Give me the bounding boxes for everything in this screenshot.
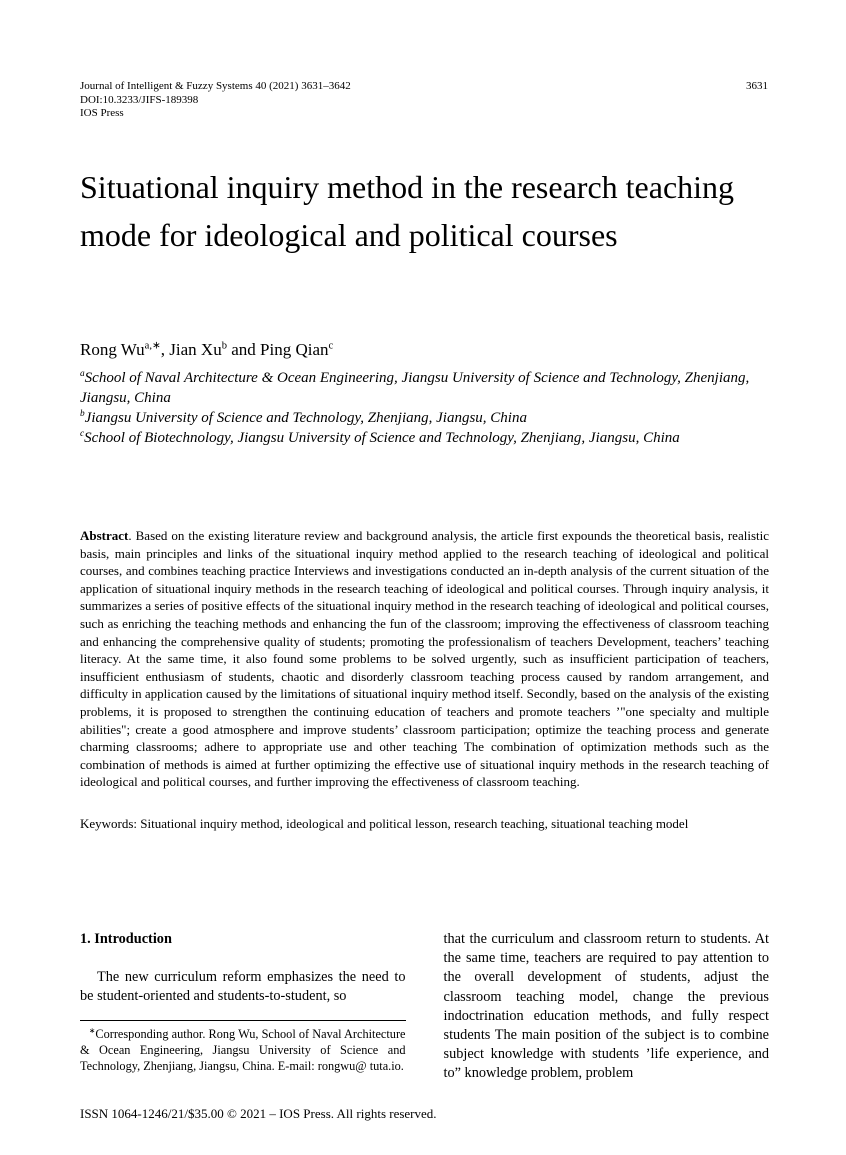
author-name-3: Ping Qian — [260, 340, 329, 359]
keywords-label: Keywords: — [80, 816, 138, 831]
affiliation-b-sup: b — [80, 409, 85, 419]
introduction-heading: 1. Introduction — [80, 931, 172, 947]
right-column — [444, 930, 770, 1084]
footnote-text: Corresponding author. Rong Wu, School of Naval Architecture & Ocean Engineering, Jiangsu University of Science and Technology, Zhenjiang, Jiangsu, China. E-mail: rongwu@ tuta.io. — [80, 1026, 406, 1073]
keywords-text: Situational inquiry method, ideological and political lesson, research teaching, situational teaching model — [137, 816, 689, 831]
affiliation-a — [80, 368, 780, 408]
author-separator-1: , — [160, 340, 170, 359]
doi-line: DOI:10.3233/JIFS-189398 — [80, 93, 199, 106]
affiliation-a-text: School of Naval Architecture & Ocean Engineering, Jiangsu University of Science and Technology, Zhenjiang, Jiangsu, China — [80, 370, 750, 406]
keywords-line — [80, 815, 769, 833]
author-sup-3: c — [328, 340, 334, 352]
author-sup-2: b — [221, 340, 227, 352]
journal-header — [80, 80, 768, 121]
affiliations-block — [80, 368, 780, 448]
right-column-paragraph: that the curriculum and classroom return to students. At the same time, teachers are required to pay attention to the overall development of students, adjust the classroom teaching model, change the previous indoctrination education methods, and fully respect students The main position of the subject is to combine subject knowledge with students ’life experience, and to” knowledge problem, problem — [443, 931, 769, 1082]
affiliation-c-text: School of Biotechnology, Jiangsu University of Science and Technology, Zhenjiang, Jiangsu, China — [84, 430, 680, 446]
left-column — [80, 930, 406, 1084]
abstract-paragraph — [80, 527, 769, 791]
two-column-body — [80, 930, 769, 1084]
affiliation-b-text: Jiangsu University of Science and Technology, Zhenjiang, Jiangsu, China — [84, 410, 527, 426]
author-name-2: Jian Xu — [169, 340, 222, 359]
author-separator-2: and — [226, 340, 261, 359]
author-name-1: Rong Wu — [80, 340, 145, 359]
publisher-line: IOS Press — [80, 107, 124, 119]
journal-info-block — [80, 80, 351, 121]
introduction-paragraph: The new curriculum reform emphasizes the need to be student-oriented and students-to-student, so — [80, 969, 406, 1005]
affiliation-a-sup: a — [80, 369, 85, 379]
journal-line: Journal of Intelligent & Fuzzy Systems 40 (2021) 3631–3642 — [80, 80, 351, 92]
issn-footer: ISSN 1064-1246/21/$35.00 © 2021 – IOS Press. All rights reserved. — [80, 1106, 437, 1121]
footnote-marker: ∗ — [89, 1025, 96, 1035]
author-sup-1: a,∗ — [144, 340, 161, 352]
page-number: 3631 — [746, 80, 768, 92]
affiliation-c-sup: c — [80, 429, 85, 439]
author-line — [80, 340, 770, 360]
abstract-text: . Based on the existing literature review and background analysis, the article first expounds the theoretical basis, realistic basis, main principles and links of the situational inquiry method applied to the research teaching of ideological and political courses, and combines teaching practice Interviews and investigations conducted an in-depth analysis of the current situation of the application of situational inquiry methods in the research teaching of ideological and political courses. Through inquiry analysis, it summarizes a series of positive effects of the situational inquiry method in the research teaching of ideological and political courses, such as enriching the teaching methods and enhancing the fun of the classroom; improving the effectiveness of classroom teaching and enhancing the comprehensive quality of students; promoting the professionalism of teachers Development, teachers’ teaching literacy. At the same time, it also found some problems to be solved urgently, such as insufficient participation of teachers, insufficient enthusiasm of students, chaotic and disorderly classroom teaching process caused by random arrangement, and difficulty in application caused by the limitations of situational inquiry method itself. Secondly, based on the analysis of the existing problems, it is proposed to strengthen the continuing education of teachers and promote teachers ’"one specialty and multiple abilities"; create a good atmosphere and improve students’ classroom participation; optimize the teaching process and generate charming classrooms; adhere to appropriate use and other teaching The combination of optimization methods such as the combination of methods is aimed at further optimizing the effective use of situational inquiry methods in the research teaching of ideological and political courses, and further improving the effectiveness of classroom teaching. — [80, 528, 769, 790]
affiliation-c — [80, 428, 780, 448]
paper-title: Situational inquiry method in the research teaching mode for ideological and political courses — [80, 169, 735, 253]
corresponding-author-footnote — [80, 1020, 406, 1074]
abstract-label: Abstract — [80, 528, 129, 543]
affiliation-b — [80, 408, 780, 428]
